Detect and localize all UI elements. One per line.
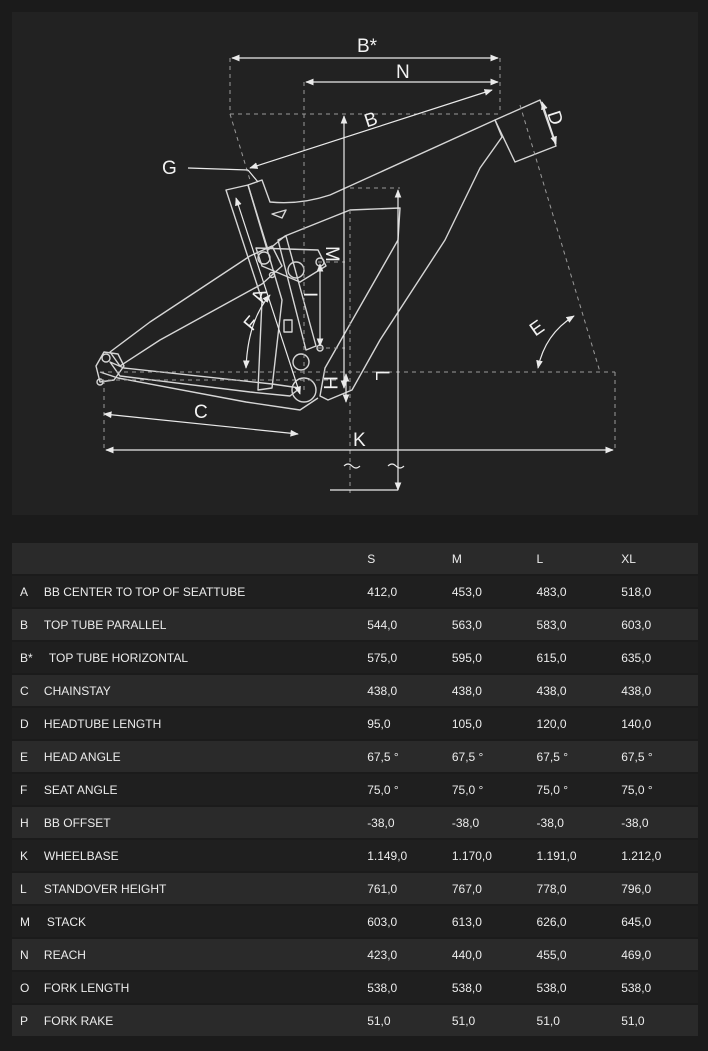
column-header-l: L [537, 543, 622, 574]
table-row [12, 708, 698, 739]
value-m: 595,0 [452, 642, 537, 673]
label-l: L [371, 370, 392, 381]
row-name: SEAT ANGLE [44, 774, 367, 805]
row-code: B [12, 609, 44, 640]
value-s: 51,0 [367, 1005, 452, 1036]
row-code: B* [12, 642, 44, 673]
table-row [12, 807, 698, 838]
value-l: 626,0 [537, 906, 622, 937]
row-name: WHEELBASE [44, 840, 367, 871]
value-m: 453,0 [452, 576, 537, 607]
row-name: TOP TUBE PARALLEL [44, 609, 367, 640]
table-row [12, 642, 698, 673]
row-code: A [12, 576, 44, 607]
table-row [12, 576, 698, 607]
value-s: 538,0 [367, 972, 452, 1003]
value-s: -38,0 [367, 807, 452, 838]
label-i: I [299, 292, 320, 298]
value-s: 75,0 ° [367, 774, 452, 805]
value-xl: 140,0 [621, 708, 698, 739]
value-xl: -38,0 [621, 807, 698, 838]
table-row [12, 906, 698, 937]
value-l: 455,0 [537, 939, 622, 970]
value-m: 75,0 ° [452, 774, 537, 805]
row-code: D [12, 708, 44, 739]
table-row [12, 873, 698, 904]
value-s: 761,0 [367, 873, 452, 904]
row-code: N [12, 939, 44, 970]
value-m: 563,0 [452, 609, 537, 640]
value-l: 778,0 [537, 873, 622, 904]
value-s: 603,0 [367, 906, 452, 937]
value-l: 67,5 ° [537, 741, 622, 772]
value-l: 51,0 [537, 1005, 622, 1036]
column-header-s: S [367, 543, 452, 574]
value-l: 538,0 [537, 972, 622, 1003]
value-m: 538,0 [452, 972, 537, 1003]
label-n: N [396, 62, 410, 83]
value-s: 95,0 [367, 708, 452, 739]
header-name-cell [44, 543, 367, 574]
reference-lines [100, 58, 615, 493]
row-code: F [12, 774, 44, 805]
row-name: FORK LENGTH [44, 972, 367, 1003]
value-s: 575,0 [367, 642, 452, 673]
row-code: M [12, 906, 44, 937]
value-m: 767,0 [452, 873, 537, 904]
table-row [12, 675, 698, 706]
row-code: C [12, 675, 44, 706]
value-m: 438,0 [452, 675, 537, 706]
value-xl: 796,0 [621, 873, 698, 904]
value-xl: 469,0 [621, 939, 698, 970]
value-m: 67,5 ° [452, 741, 537, 772]
row-name: REACH [44, 939, 367, 970]
table-row [12, 939, 698, 970]
value-m: 105,0 [452, 708, 537, 739]
label-f: F [240, 312, 264, 335]
value-s: 67,5 ° [367, 741, 452, 772]
value-m: 51,0 [452, 1005, 537, 1036]
dimension-arrows [104, 58, 613, 490]
row-name: STANDOVER HEIGHT [44, 873, 367, 904]
label-h: H [319, 376, 340, 390]
row-name: BB CENTER TO TOP OF SEATTUBE [44, 576, 367, 607]
table-row [12, 741, 698, 772]
table-row [12, 840, 698, 871]
label-d: D [542, 108, 567, 128]
value-l: 438,0 [537, 675, 622, 706]
value-xl: 438,0 [621, 675, 698, 706]
label-a: A [248, 286, 272, 306]
row-name: FORK RAKE [44, 1005, 367, 1036]
row-name: TOP TUBE HORIZONTAL [44, 642, 367, 673]
value-m: 613,0 [452, 906, 537, 937]
table-row [12, 1005, 698, 1036]
value-s: 423,0 [367, 939, 452, 970]
column-header-m: M [452, 543, 537, 574]
value-xl: 645,0 [621, 906, 698, 937]
value-l: -38,0 [537, 807, 622, 838]
label-g: G [162, 158, 177, 179]
row-name: CHAINSTAY [44, 675, 367, 706]
row-name: HEADTUBE LENGTH [44, 708, 367, 739]
table-row [12, 972, 698, 1003]
row-name: HEAD ANGLE [44, 741, 367, 772]
value-l: 120,0 [537, 708, 622, 739]
value-xl: 51,0 [621, 1005, 698, 1036]
geometry-diagram-panel [12, 12, 698, 515]
label-b: B [361, 108, 381, 133]
value-xl: 635,0 [621, 642, 698, 673]
row-code: H [12, 807, 44, 838]
value-l: 615,0 [537, 642, 622, 673]
label-m: M [321, 246, 342, 262]
header-code-cell [12, 543, 44, 574]
table-row [12, 609, 698, 640]
value-l: 483,0 [537, 576, 622, 607]
column-header-xl: XL [621, 543, 698, 574]
frame-geometry-diagram [12, 12, 698, 515]
value-xl: 1.212,0 [621, 840, 698, 871]
value-m: 1.170,0 [452, 840, 537, 871]
row-code: K [12, 840, 44, 871]
table-header-row [12, 543, 698, 574]
value-xl: 67,5 ° [621, 741, 698, 772]
value-s: 544,0 [367, 609, 452, 640]
row-code: L [12, 873, 44, 904]
row-name: BB OFFSET [44, 807, 367, 838]
value-s: 412,0 [367, 576, 452, 607]
label-b-star: B* [357, 36, 378, 57]
value-xl: 603,0 [621, 609, 698, 640]
value-m: -38,0 [452, 807, 537, 838]
value-xl: 538,0 [621, 972, 698, 1003]
value-m: 440,0 [452, 939, 537, 970]
row-code: P [12, 1005, 44, 1036]
value-s: 438,0 [367, 675, 452, 706]
label-c: C [194, 402, 208, 423]
geometry-table-wrap [12, 543, 698, 1038]
value-l: 583,0 [537, 609, 622, 640]
value-s: 1.149,0 [367, 840, 452, 871]
label-k: K [353, 430, 366, 451]
value-xl: 75,0 ° [621, 774, 698, 805]
geometry-table [12, 541, 698, 1038]
row-name: STACK [44, 906, 367, 937]
row-code: E [12, 741, 44, 772]
value-l: 1.191,0 [537, 840, 622, 871]
label-e: E [526, 316, 549, 341]
table-row [12, 774, 698, 805]
value-xl: 518,0 [621, 576, 698, 607]
row-code: O [12, 972, 44, 1003]
value-l: 75,0 ° [537, 774, 622, 805]
